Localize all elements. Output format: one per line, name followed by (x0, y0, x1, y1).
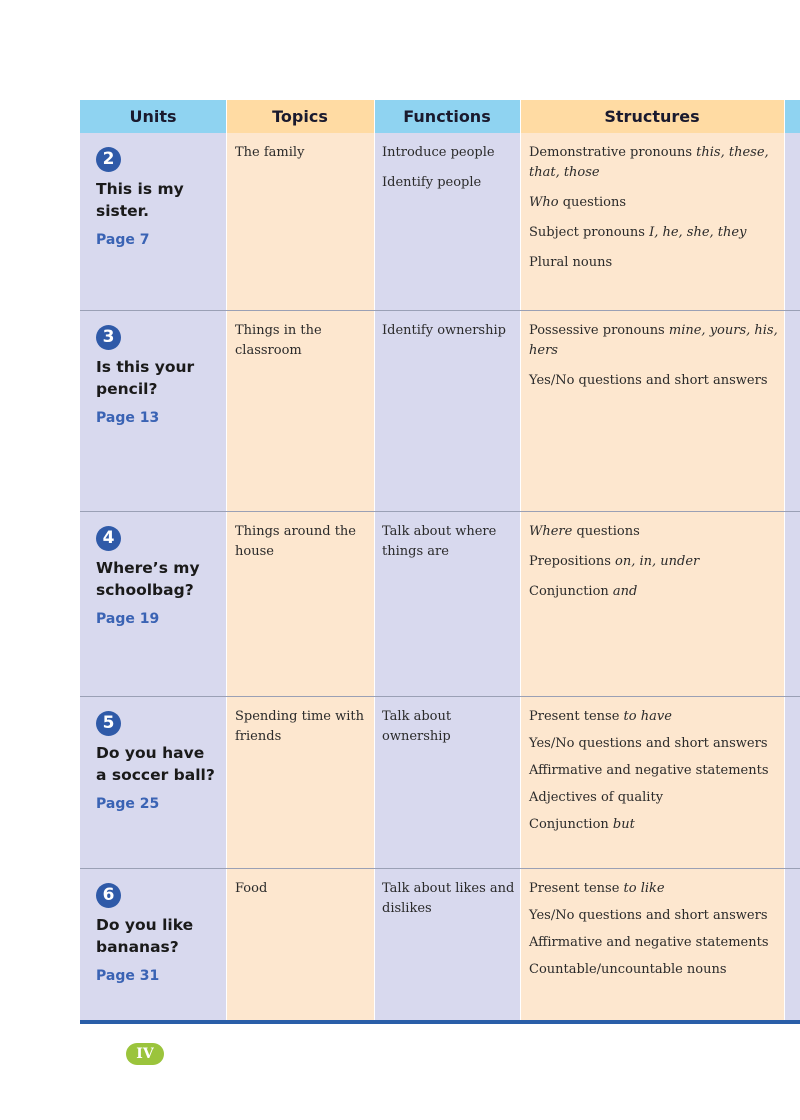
unit-number-badge: 5 (96, 711, 121, 736)
unit-title: This is my sister. (96, 180, 184, 220)
header-structures: Structures (520, 100, 784, 133)
functions-cell: Talk about ownership (382, 709, 452, 744)
header-topics: Topics (226, 100, 374, 133)
unit-title: Where’s my schoolbag? (96, 559, 200, 599)
unit-page-link[interactable]: Page 31 (96, 968, 160, 984)
functions-cell: Talk about where things are (382, 524, 497, 559)
structures-cell: Present tense to have Yes/No questions and short answers Affirmative and negative statements Adjectives of quality Conjunction but (529, 709, 769, 832)
topic-cell: Things around the house (235, 524, 356, 559)
table-row (80, 311, 800, 511)
structures-cell: Present tense to like Yes/No questions and short answers Affirmative and negative statements Countable/uncountable nouns (529, 881, 769, 977)
page-number-badge: IV (126, 1043, 164, 1065)
table-row (80, 869, 800, 1016)
topic-cell: The family (235, 145, 305, 160)
header-edge (784, 100, 800, 133)
unit-number-badge: 2 (96, 147, 121, 172)
structures-cell: Possessive pronouns mine, yours, his, hers Yes/No questions and short answers (529, 323, 778, 388)
unit-page-link[interactable]: Page 19 (96, 611, 160, 627)
functions-cell: Talk about likes and dislikes (382, 881, 515, 916)
structures-cell: Demonstrative pronouns this, these, that, those Who questions Subject pronouns I, he, she, they Plural nouns (529, 145, 769, 270)
unit-cell (96, 883, 224, 984)
unit-cell (96, 526, 224, 627)
unit-title: Do you like bananas? (96, 916, 194, 956)
table-row (80, 697, 800, 868)
functions-cell: Introduce people Identify people (382, 145, 495, 190)
unit-cell (96, 147, 224, 248)
topic-cell: Things in the classroom (235, 323, 322, 358)
table-row (80, 133, 800, 310)
header-functions: Functions (374, 100, 520, 133)
unit-number-badge: 4 (96, 526, 121, 551)
table-row (80, 512, 800, 696)
unit-page-link[interactable]: Page 13 (96, 410, 160, 426)
unit-cell (96, 325, 224, 426)
unit-title: Do you have a soccer ball? (96, 744, 215, 784)
header-units: Units (80, 100, 226, 133)
topic-cell: Food (235, 881, 268, 896)
table-header (80, 100, 800, 133)
unit-page-link[interactable]: Page 25 (96, 796, 160, 812)
unit-title: Is this your pencil? (96, 358, 195, 398)
syllabus-table (80, 100, 800, 1024)
unit-cell (96, 711, 224, 812)
structures-cell: Where questions Prepositions on, in, under Conjunction and (529, 524, 700, 599)
topic-cell: Spending time with friends (235, 709, 365, 744)
functions-cell: Identify ownership (382, 323, 506, 338)
unit-number-badge: 6 (96, 883, 121, 908)
unit-page-link[interactable]: Page 7 (96, 232, 150, 248)
unit-number-badge: 3 (96, 325, 121, 350)
